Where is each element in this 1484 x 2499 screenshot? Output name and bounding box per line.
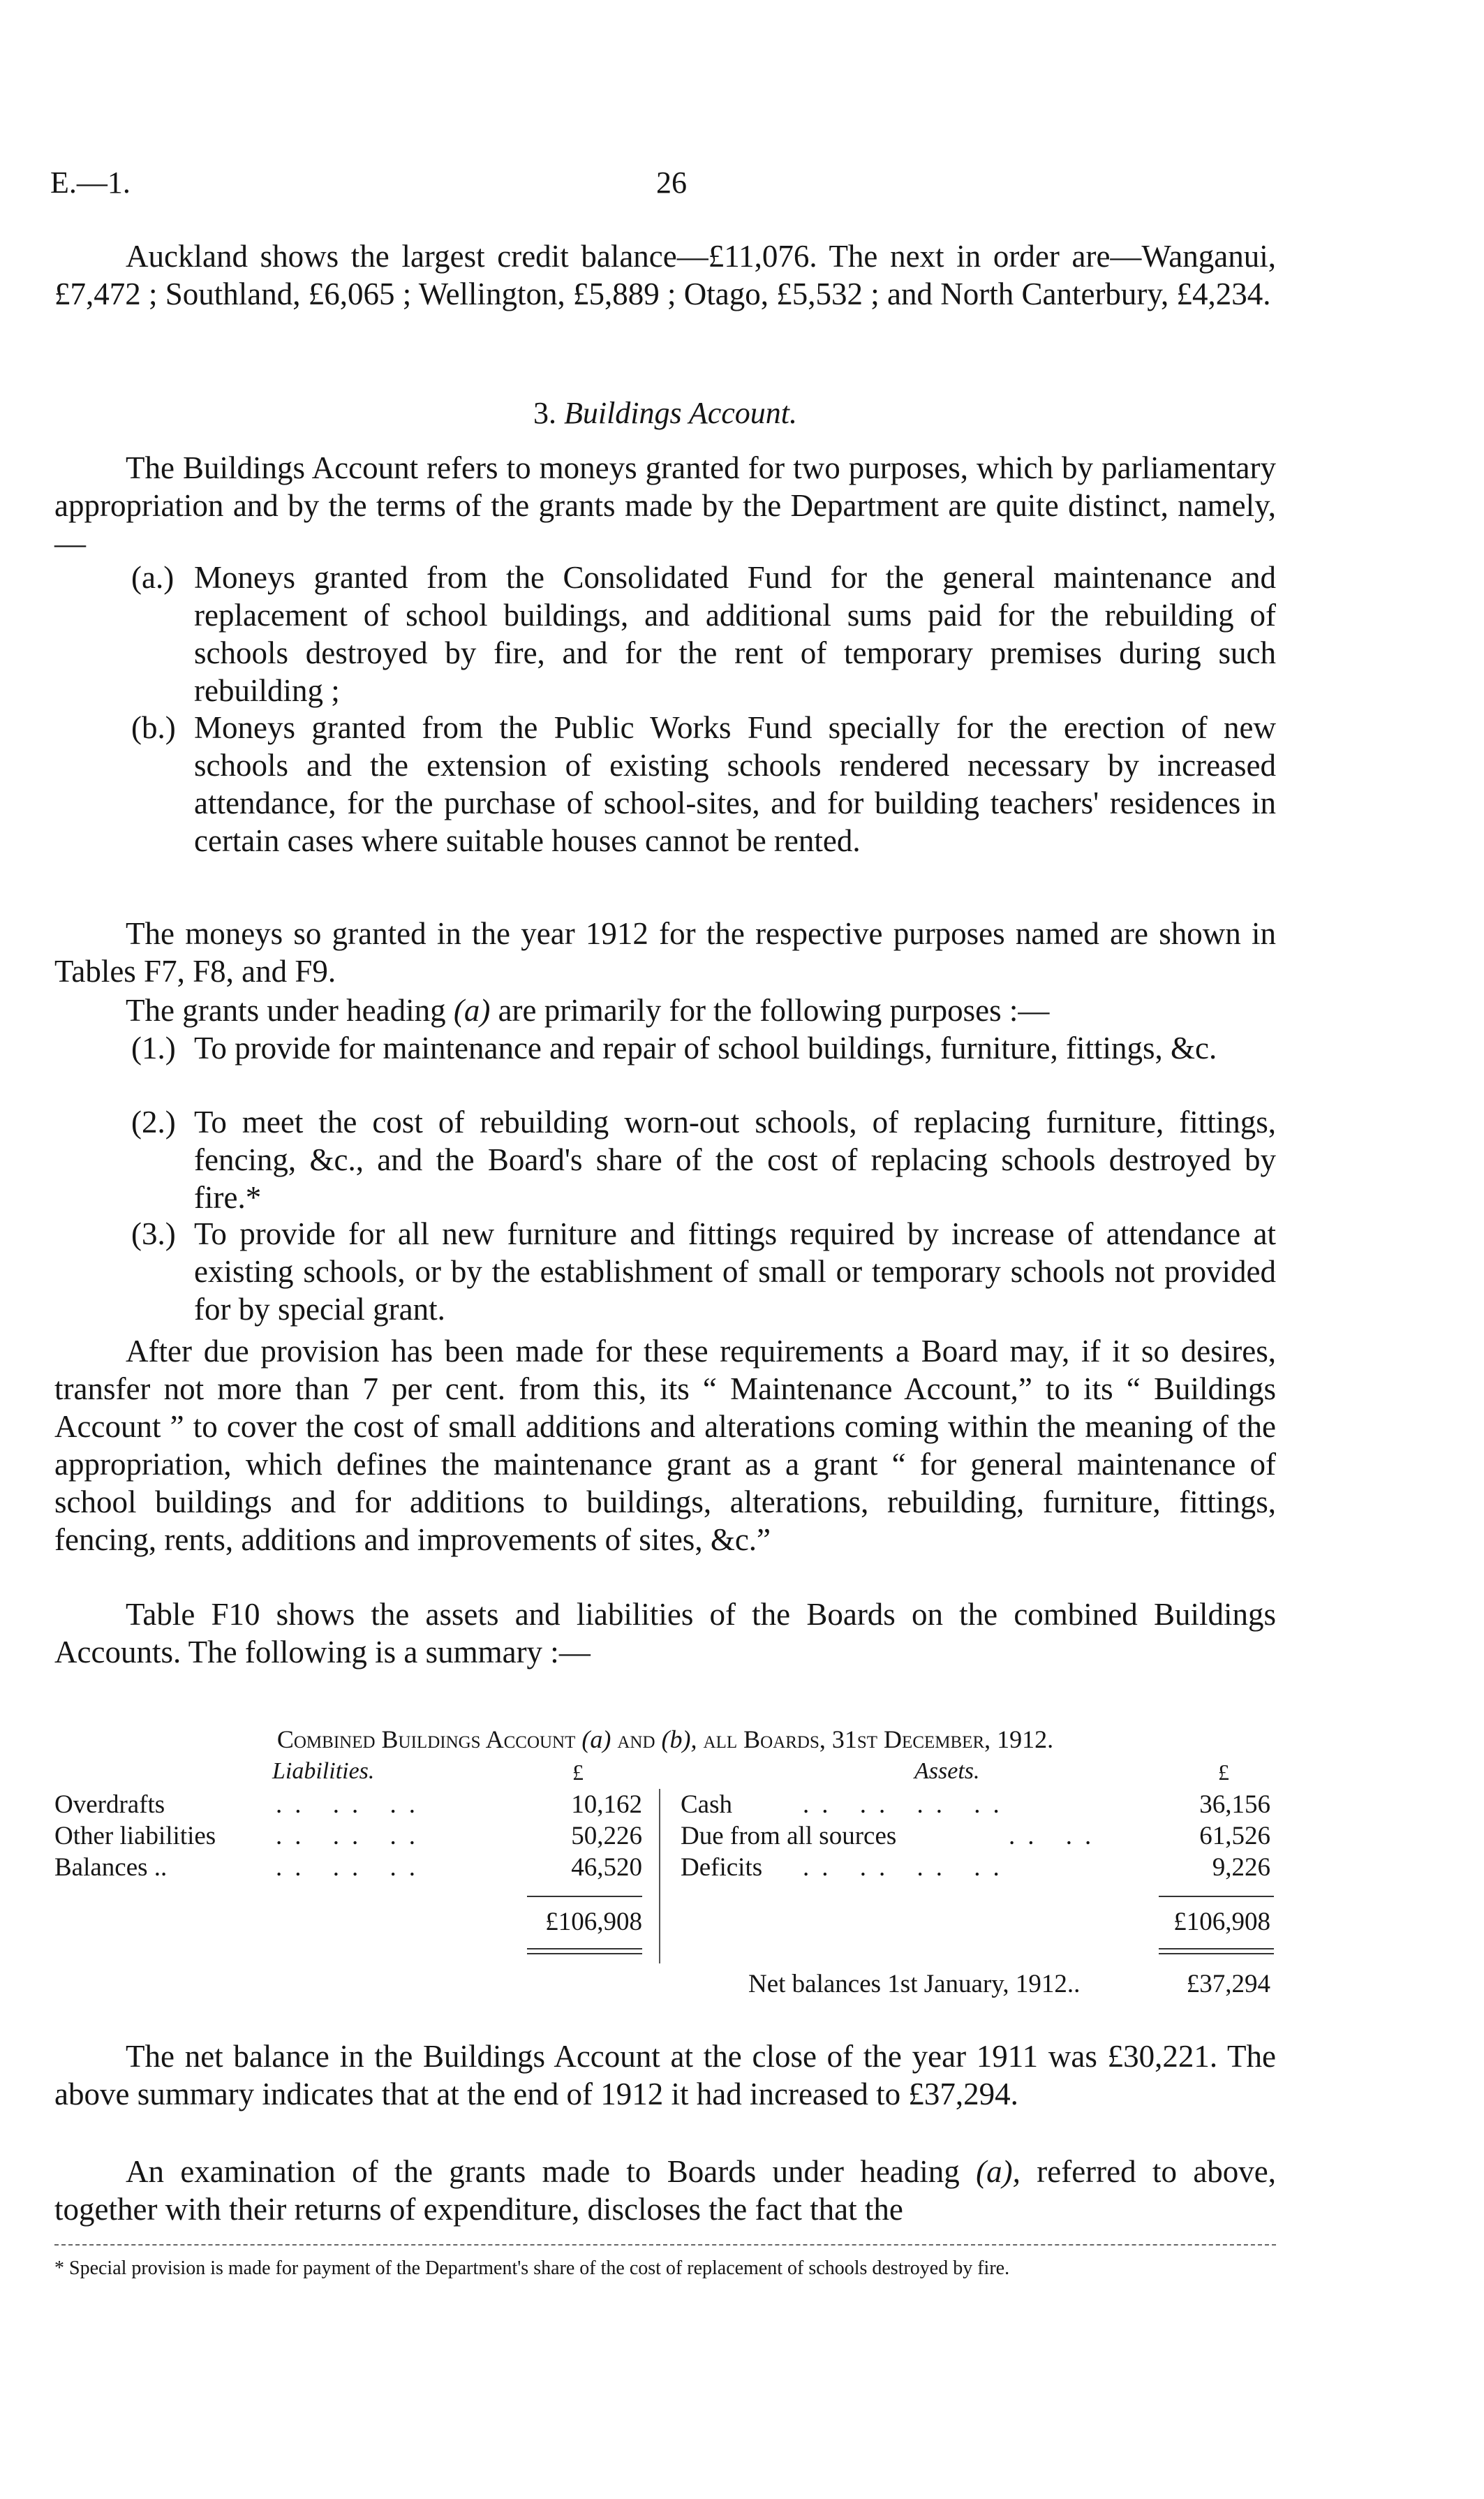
grant-1-label: (1.) [131, 1031, 176, 1066]
examination-text-end: referred to above, together with their returns of expenditure, discloses the fact that the [54, 2154, 1277, 2227]
tables-paragraph: The moneys so granted in the year 1912 for the respective purposes named are shown in Tables F7, F8, and F9. [54, 916, 1276, 989]
grant-3-text: To provide for all new furniture and fittings required by increase of attendance at existing schools, or by the establishment of small or temporary schools not provided for by special grant. [194, 1216, 1276, 1327]
footnote-rule [54, 2244, 1276, 2246]
examination-heading-ref: (a), [976, 2154, 1021, 2189]
table-title-and: and [617, 1725, 655, 1753]
examination-text-start: An examination of the grants made to Boards under heading [126, 2154, 960, 2189]
liabilities-total-double-rule [527, 1948, 642, 1949]
page-header-code: E.—1. [50, 165, 131, 200]
purpose-b-text: Moneys granted from the Public Works Fund specially for the erection of new schools and the extension of existing schools rendered necessary by increased attendance, for the purchase of school-sites, and for building teachers' residences in certain cases where suitable houses cannot be rented. [194, 710, 1276, 858]
page-number: 26 [656, 165, 687, 200]
asset-row [681, 1822, 896, 1850]
maintenance-transfer-paragraph: After due provision has been made for these requirements a Board may, if it so desires, transfer not more than 7 per cent. from this, its “ Maintenance Account,” to its “ Buildings Account ” to cover the cost of small additions and alterations coming within the meaning of the appropriation, which defines the maintenance grant as a grant “ for general maintenance of school buildings and for additions to buildings, alterations, rebuilding, furniture, fittings, fencing, rents, additions and improvements of sites, &c.” [54, 1334, 1276, 1557]
asset-amount: 36,156 [1199, 1790, 1270, 1819]
purpose-a-text: Moneys granted from the Consolidated Fund for the general maintenance and replacement of school buildings, and additional sums paid for the rebuilding of schools destroyed by fire, and for the rent of temporary premises during such rebuilding ; [194, 560, 1276, 708]
assets-total: £106,908 [1173, 1908, 1270, 1936]
grant-1 [131, 1029, 1276, 1067]
liability-label: Overdrafts [54, 1790, 165, 1819]
liability-amount: 46,520 [571, 1853, 642, 1882]
liability-label: Other liabilities [54, 1822, 216, 1850]
grant-2-label: (2.) [131, 1105, 176, 1140]
section-title: Buildings Account. [563, 396, 798, 430]
grants-intro-rest: are primarily for the following purposes :— [498, 993, 1050, 1028]
net-balances-label: Net balances 1st January, 1912.. [748, 1970, 1081, 1998]
assets-heading: Assets. [914, 1758, 980, 1784]
grants-examination-paragraph [54, 2153, 1276, 2228]
liabilities-heading: Liabilities. [272, 1758, 375, 1784]
liabilities-total: £106,908 [545, 1908, 642, 1936]
grants-heading-ref: (a) [453, 993, 491, 1028]
table-title-part2: all Boards, 31st December, 1912. [703, 1725, 1054, 1753]
section-number: 3. [533, 396, 556, 430]
asset-row [681, 1854, 762, 1882]
asset-amount: 9,226 [1212, 1853, 1270, 1882]
liability-label: Balances .. [54, 1853, 168, 1882]
liabilities-total-rule [527, 1896, 642, 1897]
grants-intro-text: The grants under heading [126, 993, 446, 1028]
liability-row [54, 1822, 216, 1850]
summary-table-title [54, 1725, 1276, 1754]
grant-3-label: (3.) [131, 1216, 176, 1251]
asset-leader: .. .. .. .. [803, 1790, 1012, 1819]
liability-row [54, 1854, 167, 1882]
table-f10-paragraph: Table F10 shows the assets and liabilities of the Boards on the combined Buildings Accounts. The following is a summary :— [54, 1597, 1276, 1669]
liabilities-total-double-rule [527, 1953, 642, 1954]
grant-2-text: To meet the cost of rebuilding worn-out schools, of replacing furniture, fittings, fencing, &c., and the Board's share of the cost of replacing schools destroyed by fire.* [194, 1105, 1276, 1215]
net-balances-value: £37,294 [1186, 1970, 1270, 1998]
grants-intro-paragraph [54, 992, 1276, 1029]
grant-1-text: To provide for maintenance and repair of school buildings, furniture, fittings, &c. [194, 1031, 1217, 1066]
liability-amount: 10,162 [571, 1790, 642, 1819]
asset-label: Cash [681, 1790, 732, 1819]
liability-leader: .. .. .. [276, 1853, 428, 1882]
assets-total-double-rule [1159, 1948, 1274, 1949]
table-title-a: (a) [581, 1725, 611, 1753]
assets-currency: £ [1218, 1760, 1229, 1785]
net-balance-paragraph: The net balance in the Buildings Account at the close of the year 1911 was £30,221. The above summary indicates that at the end of 1912 it had increased to £37,294. [54, 2039, 1276, 2111]
table-title-b: (b), [661, 1725, 697, 1753]
grant-2 [131, 1103, 1276, 1216]
liability-amount: 50,226 [571, 1822, 642, 1850]
section-heading [54, 395, 1276, 431]
buildings-account-paragraph: The Buildings Account refers to moneys granted for two purposes, which by parliamentary appropriation and by the terms of the grants made by the Department are quite distinct, namely,— [54, 450, 1276, 561]
asset-label: Deficits [681, 1853, 763, 1882]
purpose-a [131, 559, 1276, 709]
liability-leader: .. .. .. [276, 1822, 428, 1850]
asset-leader: .. .. .. .. [803, 1853, 1012, 1882]
grant-3 [131, 1215, 1276, 1328]
assets-total-double-rule [1159, 1953, 1274, 1954]
purpose-a-label: (a.) [131, 560, 175, 595]
assets-total-rule [1159, 1896, 1274, 1897]
purpose-b [131, 709, 1276, 860]
asset-leader: .. .. [1009, 1822, 1104, 1850]
footnote: * Special provision is made for payment of the Department's share of the cost of replacement of schools destroyed by fire. [54, 2257, 1010, 2279]
asset-label: Due from all sources [681, 1822, 897, 1850]
table-title-part1: Combined Buildings Account [276, 1725, 576, 1753]
purpose-b-label: (b.) [131, 710, 176, 745]
liability-leader: .. .. .. [276, 1790, 428, 1819]
asset-row [681, 1791, 732, 1819]
liabilities-currency: £ [572, 1760, 584, 1785]
asset-amount: 61,526 [1199, 1822, 1270, 1850]
intro-paragraph: Auckland shows the largest credit balance—£11,076. The next in order are—Wanganui, £7,472 ; Southland, £6,065 ; Wellington, £5,889 ; Otago, £5,532 ; and North Canterbury, £4,234. [54, 239, 1276, 311]
liability-row [54, 1791, 165, 1819]
table-column-divider [659, 1789, 660, 1963]
